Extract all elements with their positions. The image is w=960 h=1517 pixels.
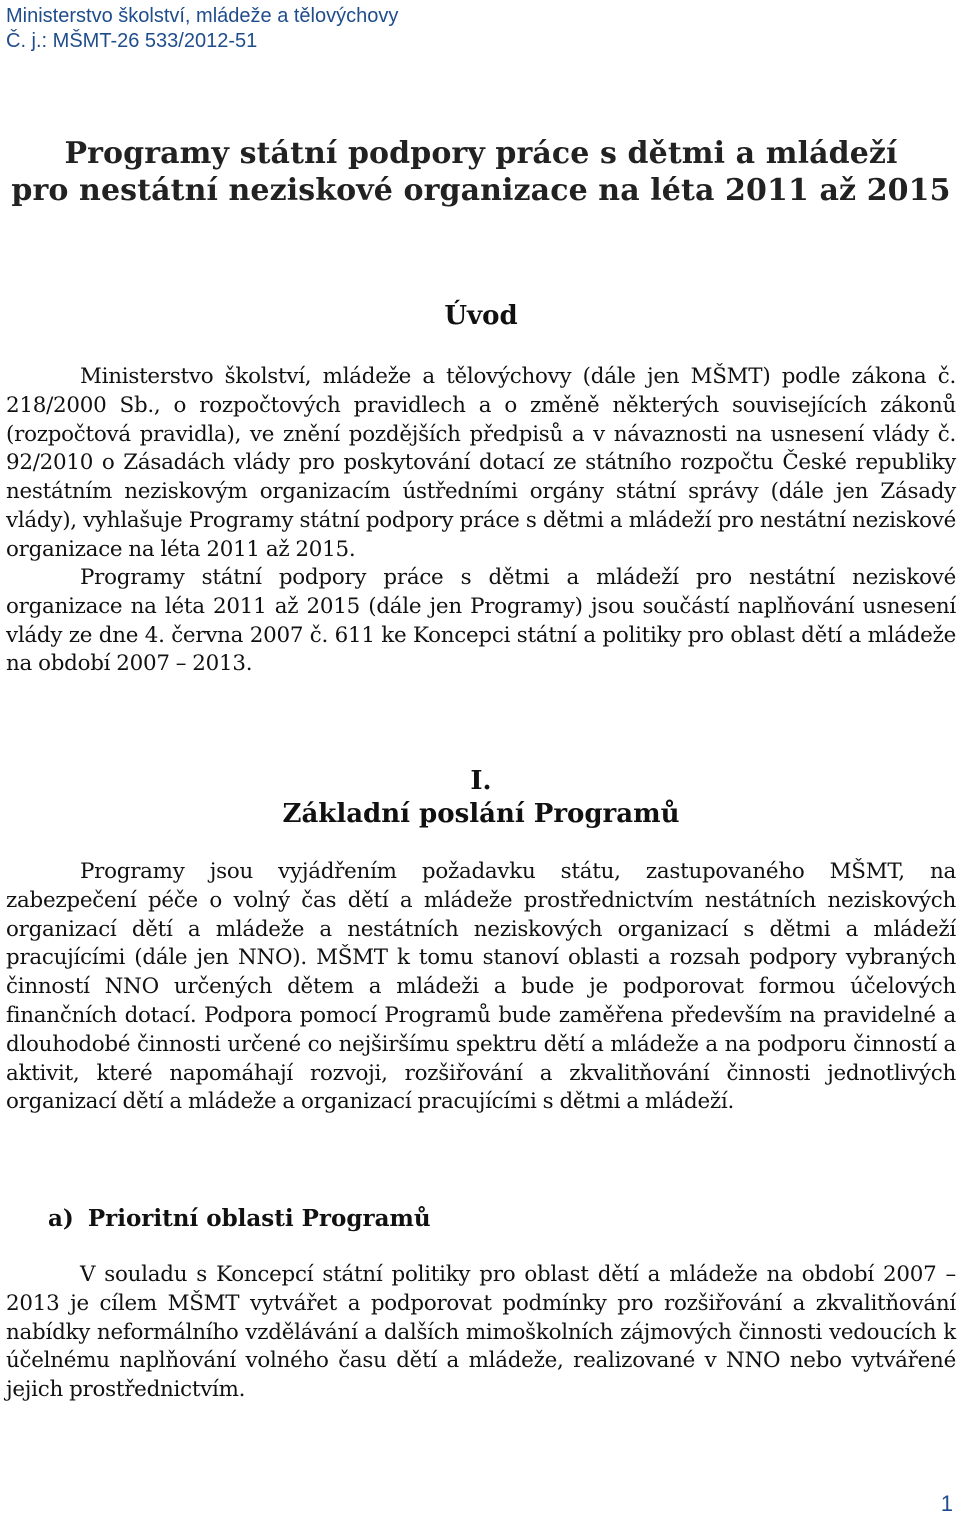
page-header xyxy=(6,4,398,54)
intro-paragraph-2: Programy státní podpory práce s dětmi a mládeží pro nestátní neziskové organizace na léta 2011 až 2015 (dále jen Programy) jsou součástí naplňování usnesení vlády ze dne 4. června 2007 č. 611 ke Koncepci státní a politiky pro oblast dětí a mládeže na období 2007 – 2013. xyxy=(6,565,956,677)
subsection-heading xyxy=(48,1203,948,1235)
intro-paragraph-1: Ministerstvo školství, mládeže a tělovýchovy (dále jen MŠMT) podle zákona č. 218/2000 Sb., o rozpočtových pravidlech a o změně některých souvisejících zákonů (rozpočtová pravidla), ve znění pozdějších předpisů a v návaznosti na usnesení vlády č. 92/2010 o Zásadách vlády pro poskytování dotací ze státního rozpočtu České republiky nestátním neziskovým organizacím ústředními orgány státní správy (dále jen Zásady vlády), vyhlašuje Programy státní podpory práce s dětmi a mládeží pro nestátní neziskové organizace na léta 2011 až 2015. xyxy=(6,364,956,562)
intro-heading: Úvod xyxy=(444,301,518,331)
header-reference-number: Č. j.: MŠMT-26 533/2012-51 xyxy=(6,30,258,52)
subsection-title: Prioritní oblasti Programů xyxy=(87,1205,431,1232)
title-line-1: Programy státní podpory práce s dětmi a mládeží xyxy=(64,136,898,171)
title-line-2: pro nestátní neziskové organizace na léta 2011 až 2015 xyxy=(11,173,951,208)
section-heading: Základní poslání Programů xyxy=(282,799,680,829)
subsection-label: a) xyxy=(48,1205,74,1232)
document-title xyxy=(6,135,956,209)
page-number: 1 xyxy=(940,1491,953,1516)
section-number: I. xyxy=(470,766,492,796)
header-ministry: Ministerstvo školství, mládeže a tělovýchovy xyxy=(6,5,399,27)
subsection-paragraph: V souladu s Koncepcí státní politiky pro oblast dětí a mládeže na období 2007 – 2013 je cílem MŠMT vytvářet a podporovat podmínky pro rozšiřování a zkvalitňování nabídky neformálního vzdělávání a dalších mimoškolních zájmových činnosti vedoucích k účelnému naplňování volného času dětí a mládeže, realizované v NNO nebo vytvářené jejich prostřednictvím. xyxy=(6,1262,956,1403)
section-paragraph: Programy jsou vyjádřením požadavku státu, zastupovaného MŠMT, na zabezpečení péče o volný čas dětí a mládeže prostřednictvím nestátních neziskových organizací dětí a mládeže a nestátních neziskových organizací s dětmi a mládeží pracujícími (dále jen NNO). MŠMT k tomu stanoví oblasti a rozsah podpory vybraných činností NNO určených dětem a mládeži a bude je podporovat formou účelových finančních dotací. Podpora pomocí Programů bude zaměřena především na pravidelné a dlouhodobé činnosti určené co nejširšímu spektru dětí a mládeže a na podporu činností a aktivit, které napomáhají rozvoji, rozšiřování a zkvalitňování činnosti jednotlivých organizací dětí a mládeže a organizací pracujícími s dětmi a mládeží. xyxy=(6,859,956,1115)
